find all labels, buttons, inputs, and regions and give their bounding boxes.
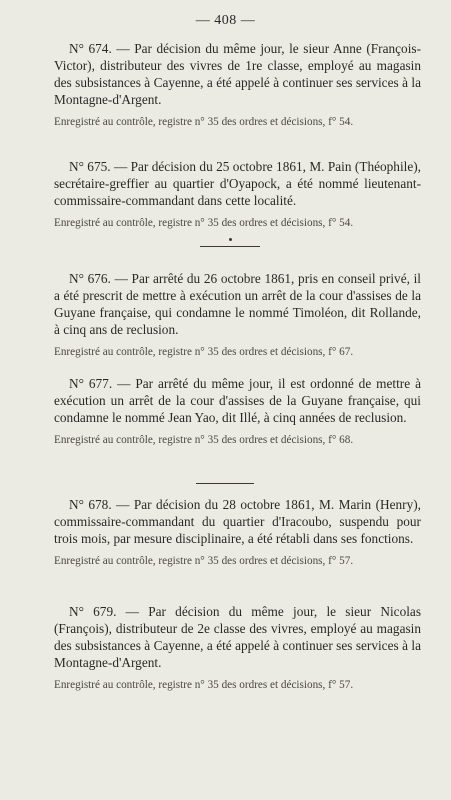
entry-text: N° 677. — Par arrêté du même jour, il est ordonné de mettre à exécution un arrêt de la cour d'assises de la Guyane française, qui condamne le nommé Jean Yao, dit Illé, à cinq années de reclusion. bbox=[54, 376, 421, 425]
entry-676 bbox=[54, 270, 421, 359]
entry-675 bbox=[54, 158, 421, 230]
separator-rule bbox=[196, 483, 254, 484]
register-note: Enregistré au contrôle, registre n° 35 des ordres et décisions, f° 57. bbox=[54, 555, 354, 567]
entry-text: N° 678. — Par décision du 28 octobre 1861, M. Marin (Henry), commissaire-commandant du quartier d'Iracoubo, suspendu pour trois mois, par mesure disciplinaire, a été rétabli dans ses fonctions. bbox=[54, 497, 421, 546]
entry-677 bbox=[54, 375, 421, 447]
entry-text: N° 679. — Par décision du même jour, le sieur Nicolas (François), distributeur de 2e classe des vivres, employé au magasin des subsistances à Cayenne, a été appelé à continuer ses services à la Montagne-d'Argent. bbox=[54, 604, 421, 670]
entry-679 bbox=[54, 603, 421, 692]
register-note: Enregistré au contrôle, registre n° 35 des ordres et décisions, f° 57. bbox=[54, 679, 354, 691]
register-note: Enregistré au contrôle, registre n° 35 des ordres et décisions, f° 68. bbox=[54, 434, 354, 446]
entry-674 bbox=[54, 40, 421, 129]
register-note: Enregistré au contrôle, registre n° 35 des ordres et décisions, f° 67. bbox=[54, 346, 354, 358]
entry-text: N° 674. — Par décision du même jour, le sieur Anne (François-Victor), distributeur des vivres de 1re classe, employé au magasin des subsistances à Cayenne, a été appelé à continuer ses services à la Montagne-d'Argent. bbox=[54, 41, 421, 107]
entry-text: N° 675. — Par décision du 25 octobre 1861, M. Pain (Théophile), secrétaire-greffier au quartier d'Oyapock, a été nommé lieutenant-commissaire-commandant dans cette localité. bbox=[54, 159, 421, 208]
register-note: Enregistré au contrôle, registre n° 35 des ordres et décisions, f° 54. bbox=[54, 217, 354, 229]
page-number: — 408 — bbox=[195, 13, 256, 28]
separator-rule bbox=[200, 246, 260, 247]
entry-text: N° 676. — Par arrêté du 26 octobre 1861, pris en conseil privé, il a été prescrit de mettre à exécution un arrêt de la cour d'assises de la Guyane française, qui condamne le nommé Timoléon, dit Rollande, à cinq ans de reclusion. bbox=[54, 271, 421, 337]
separator-dot bbox=[229, 238, 232, 241]
register-note: Enregistré au contrôle, registre n° 35 des ordres et décisions, f° 54. bbox=[54, 116, 354, 128]
entry-678 bbox=[54, 496, 421, 568]
